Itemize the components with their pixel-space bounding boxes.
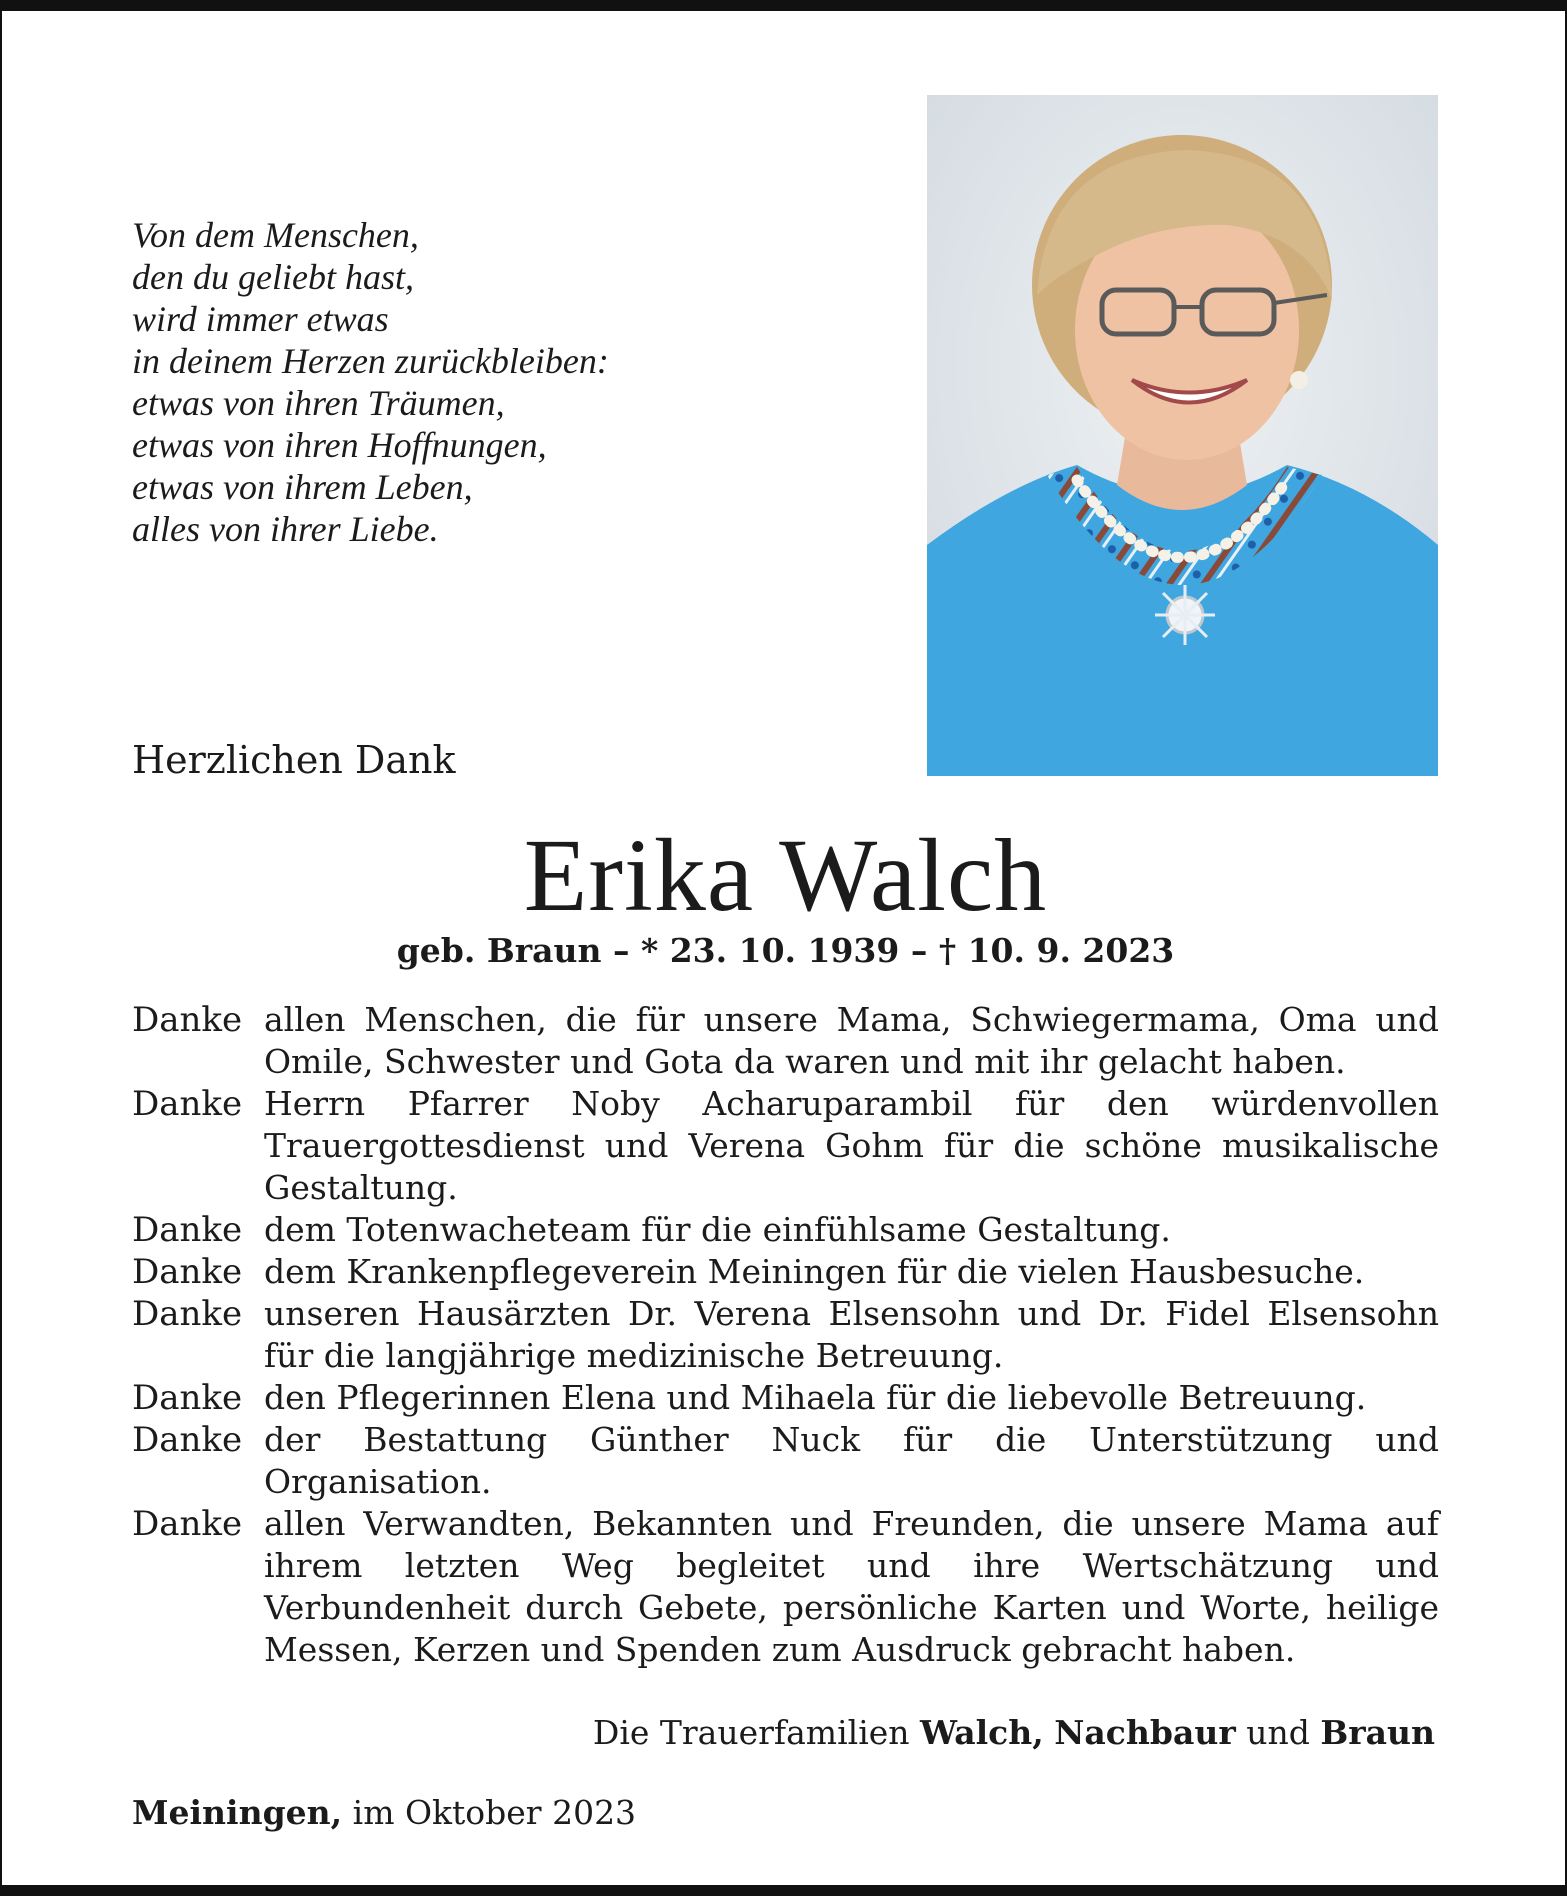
thanks-label: Danke	[132, 1420, 243, 1460]
poem-line: den du geliebt hast,	[132, 257, 414, 297]
signature-conjunction: und	[1246, 1713, 1310, 1752]
thanks-label: Danke	[132, 1504, 243, 1544]
thanks-label: Danke	[132, 1210, 243, 1250]
thanks-label: Danke	[132, 1084, 243, 1124]
portrait-photo	[927, 95, 1438, 776]
poem-line: in deinem Herzen zurückbleiben:	[132, 341, 609, 381]
family-name: Nachbaur	[1054, 1713, 1236, 1752]
thanks-text: unseren Hausärzten Dr. Verena Elsensohn und Dr. Fidel Elsensohn für die langjährige medizinische Betreuung.	[264, 1294, 1439, 1375]
poem-line: Von dem Menschen,	[132, 215, 419, 255]
thanks-text: allen Menschen, die für unsere Mama, Schwiegermama, Oma und Omile, Schwester und Gota da waren und mit ihr gelacht haben.	[264, 1000, 1439, 1081]
date-text: im Oktober 2023	[352, 1793, 637, 1832]
thanks-row	[132, 1377, 1439, 1419]
poem-line: wird immer etwas	[132, 299, 389, 339]
thanks-list	[132, 999, 1439, 1671]
deceased-name: Erika Walch	[523, 818, 1048, 933]
thanks-label: Danke	[132, 1252, 243, 1292]
poem-line: etwas von ihrem Leben,	[132, 467, 473, 507]
thanks-row	[132, 999, 1439, 1083]
thanks-text: allen Verwandten, Bekannten und Freunden, die unsere Mama auf ihrem letzten Weg begleitet und ihre Wertschätzung und Verbundenheit durch Gebete, persönliche Karten und Worte, heilige Messen, Kerzen und Spenden zum Ausdruck gebracht haben.	[264, 1504, 1439, 1669]
place-name: Meiningen,	[132, 1793, 343, 1832]
thanks-row	[132, 1209, 1439, 1251]
thanks-text: dem Krankenpflegeverein Meiningen für die vielen Hausbesuche.	[264, 1252, 1365, 1291]
poem-line: alles von ihrer Liebe.	[132, 509, 439, 549]
poem-line: etwas von ihren Hoffnungen,	[132, 425, 547, 465]
thanks-row	[132, 1251, 1439, 1293]
memorial-poem	[132, 214, 609, 550]
thanks-text: Herrn Pfarrer Noby Acharuparambil für den würdenvollen Trauergottesdienst und Verena Gohm für die schöne musikalische Gestaltung.	[264, 1084, 1439, 1207]
thanks-label: Danke	[132, 1378, 243, 1418]
thanks-text: dem Totenwacheteam für die einfühlsame Gestaltung.	[264, 1210, 1171, 1249]
place-date	[132, 1791, 636, 1835]
greeting-heading: Herzlichen Dank	[132, 738, 456, 782]
thanks-row	[132, 1503, 1439, 1671]
thanks-text: den Pflegerinnen Elena und Mihaela für die liebevolle Betreuung.	[264, 1378, 1367, 1417]
thanks-label: Danke	[132, 1294, 243, 1334]
family-signature	[593, 1711, 1435, 1755]
thanks-label: Danke	[132, 1000, 243, 1040]
thanks-text: der Bestattung Günther Nuck für die Unterstützung und Organisation.	[264, 1420, 1439, 1501]
thanks-row	[132, 1293, 1439, 1377]
signature-prefix: Die Trauerfamilien	[592, 1713, 910, 1752]
portrait-illustration	[927, 95, 1438, 776]
family-name: Braun	[1320, 1713, 1435, 1752]
family-name: Walch,	[920, 1713, 1044, 1752]
poem-line: etwas von ihren Träumen,	[132, 383, 505, 423]
thanks-row	[132, 1419, 1439, 1503]
life-dates: geb. Braun – * 23. 10. 1939 – † 10. 9. 2023	[396, 931, 1175, 970]
thanks-row	[132, 1083, 1439, 1209]
